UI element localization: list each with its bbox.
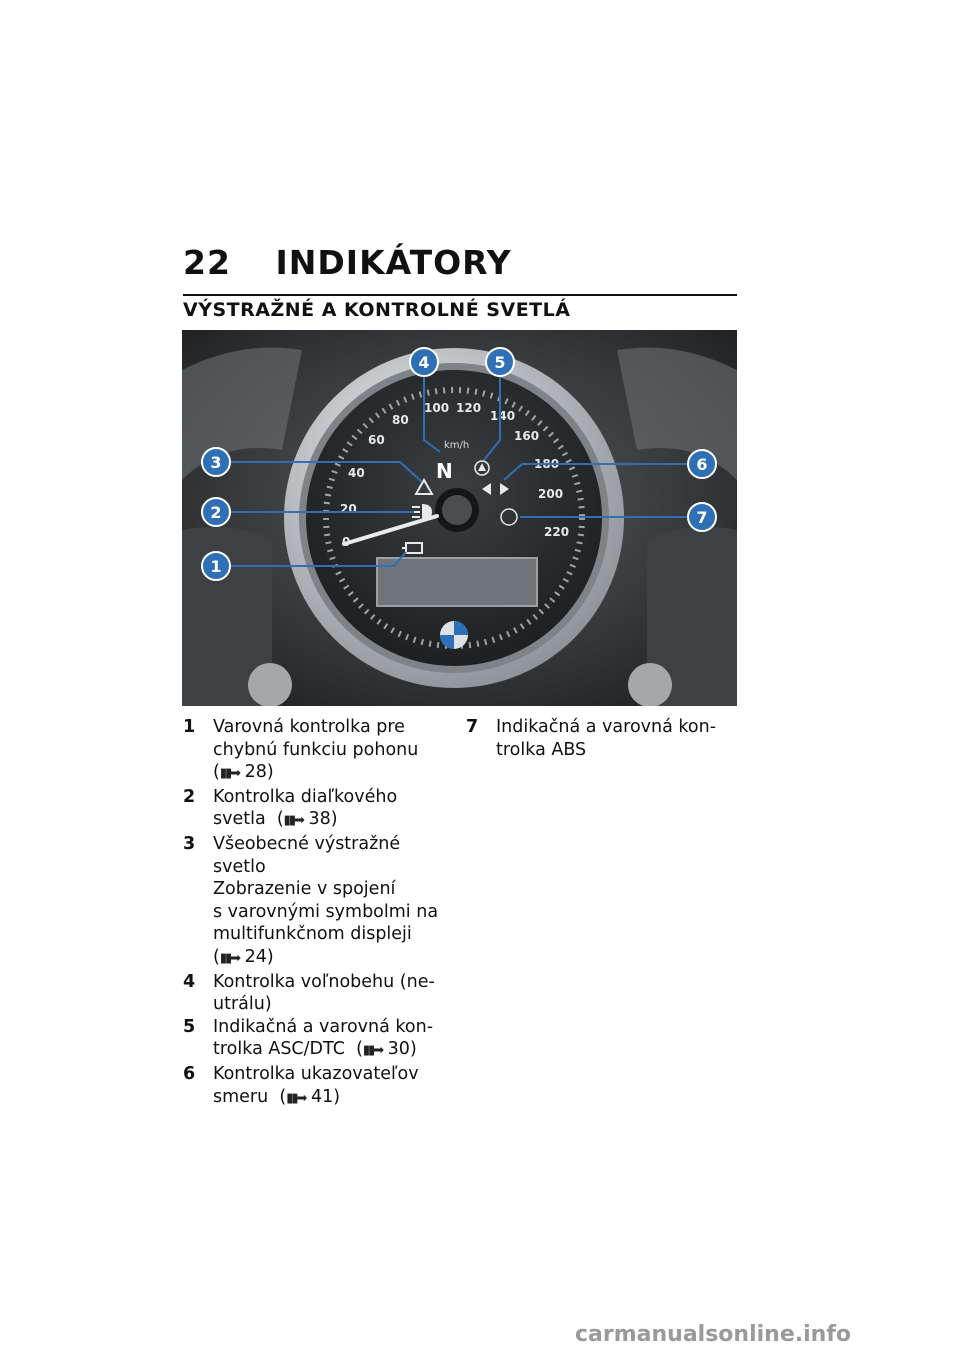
page-reference[interactable]: trolka ASC/DTC (▮▮➡ 30) [213, 1039, 417, 1060]
speed-label: 0 [342, 535, 351, 549]
speed-label: 220 [544, 525, 570, 539]
unit-label: km/h [444, 440, 470, 451]
legend-left-column [183, 716, 443, 1110]
legend-item [183, 1063, 443, 1110]
neutral-indicator: N [436, 459, 453, 483]
page-reference[interactable]: (▮▮➡ 28) [213, 762, 274, 783]
arrow-right-icon: ▮▮➡ [283, 813, 303, 829]
legend-text: multifunkčnom displeji [213, 924, 412, 945]
callout-2: 2 [210, 503, 222, 522]
callout-1: 1 [210, 557, 222, 576]
legend-number: 3 [183, 833, 196, 854]
speed-label: 40 [348, 466, 365, 480]
page-reference[interactable]: smeru (▮▮➡ 41) [213, 1086, 341, 1107]
legend-text: Indikačná a varovná kon- [213, 1016, 434, 1037]
legend-item [183, 1016, 443, 1063]
legend-text: utrálu) [213, 994, 272, 1015]
legend-number: 6 [183, 1063, 196, 1084]
legend-item [183, 833, 443, 971]
page-reference[interactable]: (▮▮➡ 24) [213, 946, 274, 967]
page-number: 22 [183, 243, 231, 282]
speed-label: 160 [514, 429, 540, 443]
legend-item [183, 971, 443, 1016]
legend-text: svetlo [213, 856, 266, 877]
speed-label: 100 [424, 401, 450, 415]
page-header [183, 243, 512, 282]
legend-text: s varovnými symbolmi na [213, 901, 439, 922]
legend-text: trolka ABS [496, 739, 587, 760]
callout-4: 4 [418, 353, 430, 372]
legend-text: Zobrazenie v spojení [213, 879, 396, 900]
legend-right-column [466, 716, 736, 761]
legend-number: 7 [466, 717, 479, 737]
header-rule [183, 294, 737, 296]
chapter-title: INDIKÁTORY [275, 243, 512, 282]
legend-number: 5 [183, 1016, 196, 1037]
arrow-right-icon: ▮▮➡ [219, 950, 240, 966]
legend-text: Varovná kontrolka pre [213, 717, 405, 737]
legend-text: Kontrolka diaľkového [213, 786, 398, 807]
speed-label: 120 [456, 401, 482, 415]
legend-item [183, 786, 443, 833]
page-reference[interactable]: svetla (▮▮➡ 38) [213, 809, 338, 830]
legend-number: 1 [183, 717, 196, 737]
arrow-right-icon: ▮▮➡ [286, 1090, 306, 1106]
watermark: carmanualsonline.info [575, 1322, 851, 1347]
speed-label: 20 [340, 502, 357, 516]
legend-item [183, 716, 443, 786]
callout-3: 3 [210, 453, 222, 472]
arrow-right-icon: ▮▮➡ [362, 1043, 383, 1059]
instrument-cluster-figure [182, 330, 737, 706]
speed-label: 180 [534, 457, 560, 471]
speed-label: 140 [490, 409, 516, 423]
legend-number: 2 [183, 786, 196, 807]
callout-6: 6 [696, 455, 708, 474]
legend-text: Všeobecné výstražné [213, 833, 401, 854]
legend-item [466, 716, 736, 761]
callout-7: 7 [696, 508, 708, 527]
speed-label: 80 [392, 413, 409, 427]
arrow-right-icon: ▮▮➡ [219, 766, 240, 782]
callout-5: 5 [494, 353, 506, 372]
high-beam-icon [412, 504, 432, 520]
legend-number: 4 [183, 971, 196, 992]
speedometer-illustration [182, 330, 737, 706]
legend-text: Kontrolka voľnobehu (ne- [213, 971, 435, 992]
section-title: VÝSTRAŽNÉ A KONTROLNÉ SVETLÁ [183, 299, 571, 321]
legend-text: chybnú funkciu pohonu [213, 739, 419, 760]
speed-label: 60 [368, 433, 385, 447]
legend-text: Kontrolka ukazovateľov [213, 1063, 419, 1084]
legend-text: Indikačná a varovná kon- [496, 717, 717, 737]
speed-label: 200 [538, 487, 564, 501]
